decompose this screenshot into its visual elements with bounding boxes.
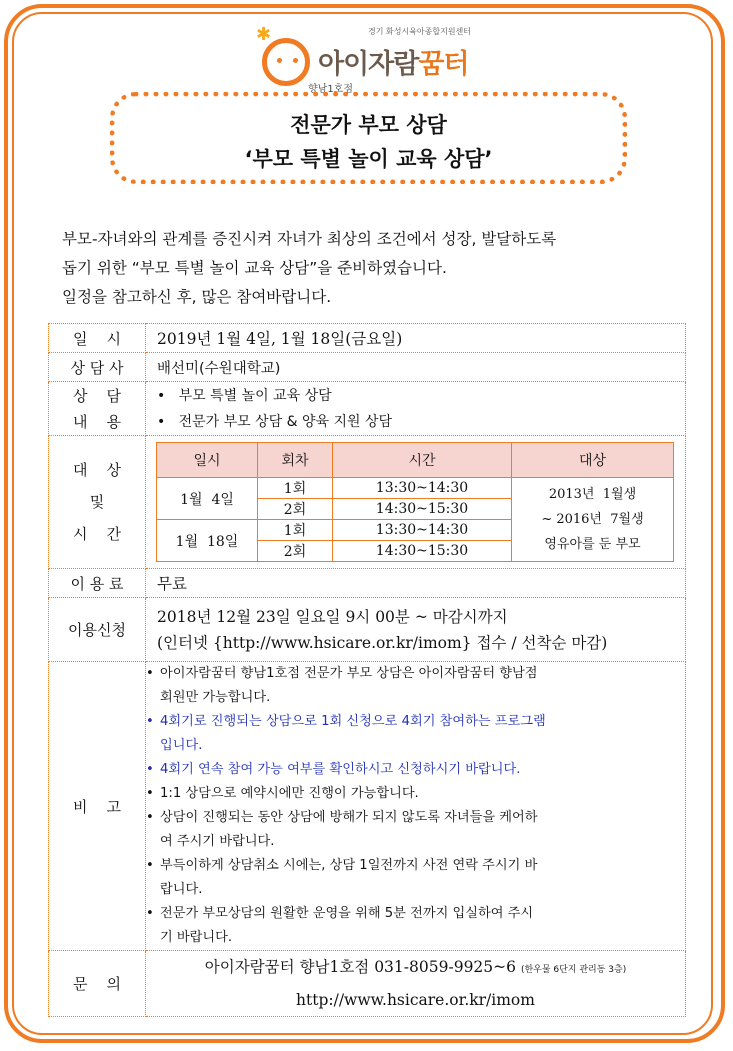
title-line-2: ‘부모 특별 놀이 교육 상담’ — [244, 147, 493, 171]
note-line: 부득이하게 상담취소 시에는, 상담 1일전까지 사전 연락 주시기 바 — [160, 858, 538, 873]
info-table — [48, 323, 686, 1017]
row-label: 상 담 내 용 — [49, 382, 146, 436]
header-cell: 회차 — [258, 443, 333, 478]
time-cell: 13:30~14:30 — [333, 478, 512, 499]
note-item — [146, 806, 685, 854]
note-line: 4회기 연속 참여 가능 여부를 확인하시고 신청하시기 바랍니다. — [160, 762, 521, 777]
note-item — [146, 710, 685, 758]
content-list — [146, 382, 686, 436]
bullet-icon: • — [146, 786, 154, 801]
row-label: 비 고 — [49, 662, 146, 951]
counselor-value: 배선미(수원대학교) — [146, 353, 686, 382]
apply-value — [146, 598, 686, 662]
row-contact — [49, 951, 686, 1017]
logo-wordmark: 아이자람꿈터 — [318, 49, 469, 80]
bullet-icon: • — [146, 858, 154, 873]
note-text — [160, 806, 538, 854]
bullet-icon: • — [146, 810, 154, 825]
round-cell: 1회 — [258, 520, 333, 541]
schedule-table — [156, 442, 674, 562]
row-label: 상 담 사 — [49, 353, 146, 382]
row-label: 대 상 및 시 간 — [49, 436, 146, 569]
apply-line-2: (인터넷 {http://www.hsicare.or.kr/imom} 접수 / 선착순 마감) — [157, 633, 608, 652]
date-value: 2019년 1월 4일, 1월 18일(금요일) — [146, 324, 686, 353]
contact-address: (한우물 6단지 관리동 3층) — [520, 965, 627, 975]
header-cell: 시간 — [333, 443, 512, 478]
note-line: 랍니다. — [160, 882, 203, 897]
date-cell: 1월 4일 — [157, 478, 258, 520]
row-counselor — [49, 353, 686, 382]
contact-line-1: 아이자람꿈터 향남1호점 031-8059-9925~6 (한우물 6단지 관리동 3층) — [204, 958, 627, 976]
note-item — [146, 902, 685, 950]
center-logo — [256, 24, 496, 94]
note-line: 4회기로 진행되는 상담으로 1회 신청으로 4회기 참여하는 프로그램 — [160, 714, 546, 729]
note-text — [160, 902, 533, 950]
note-item — [146, 782, 685, 806]
row-schedule — [49, 436, 686, 569]
row-label: 문 의 — [49, 951, 146, 1017]
note-line: 전문가 부모상담의 원활한 운영을 위해 5분 전까지 입실하여 주시 — [160, 906, 534, 921]
note-text — [160, 710, 546, 758]
contact-value — [146, 951, 686, 1017]
note-text — [160, 662, 538, 710]
schedule-header — [157, 443, 674, 478]
logo-branch: 향남1호점 — [308, 84, 354, 95]
star-icon: ✱ — [256, 24, 272, 45]
row-label: 이 용 료 — [49, 569, 146, 598]
notes-list — [146, 662, 686, 951]
contact-url: http://www.hsicare.or.kr/imom — [296, 991, 535, 1009]
row-label: 이용신청 — [49, 598, 146, 662]
row-notes — [49, 662, 686, 951]
note-line: 입니다. — [160, 738, 203, 753]
note-item — [146, 854, 685, 902]
round-cell: 1회 — [258, 478, 333, 499]
apply-line-1: 2018년 12월 23일 일요일 9시 00분 ~ 마감시까지 — [157, 607, 508, 626]
row-content — [49, 382, 686, 436]
title-box — [110, 92, 627, 184]
intro-line: 부모-자녀와의 관계를 증진시켜 자녀가 최상의 조건에서 성장, 발달하도록 — [62, 230, 557, 248]
bullet-icon: • — [146, 714, 154, 729]
note-line: 상담이 진행되는 동안 상담에 방해가 되지 않도록 자녀들을 케어하 — [160, 810, 538, 825]
list-item: • 전문가 부모 상담 & 양육 지원 상담 — [157, 413, 393, 430]
row-apply — [49, 598, 686, 662]
note-text — [160, 782, 419, 806]
note-line: 1:1 상담으로 예약시에만 진행이 가능합니다. — [160, 786, 419, 801]
logo-org-name: 경기 화성시육아종합지원센터 — [368, 27, 472, 36]
time-cell: 14:30~15:30 — [333, 499, 512, 520]
title-line-1: 전문가 부모 상담 — [290, 113, 447, 137]
note-line: 여 주시기 바랍니다. — [160, 834, 275, 849]
schedule-cell — [146, 436, 686, 569]
bullet-icon: • — [146, 666, 154, 681]
intro-line: 돕기 위한 “부모 특별 놀이 교육 상담”을 준비하였습니다. — [62, 259, 447, 277]
intro-line: 일정을 참고하신 후, 많은 참여바랍니다. — [62, 288, 332, 306]
note-line: 아이자람꿈터 향남1호점 전문가 부모 상담은 아이자람꿈터 향남점 — [160, 666, 538, 681]
time-cell: 13:30~14:30 — [333, 520, 512, 541]
header-cell: 대상 — [512, 443, 674, 478]
note-item — [146, 758, 685, 782]
row-fee — [49, 569, 686, 598]
note-line: 기 바랍니다. — [160, 930, 233, 945]
intro-paragraph — [62, 225, 702, 312]
time-cell: 14:30~15:30 — [333, 541, 512, 562]
bullet-icon: • — [146, 762, 154, 777]
round-cell: 2회 — [258, 541, 333, 562]
note-text — [160, 758, 520, 782]
date-cell: 1월 18일 — [157, 520, 258, 562]
bullet-icon: • — [146, 906, 154, 921]
round-cell: 2회 — [258, 499, 333, 520]
row-label: 일 시 — [49, 324, 146, 353]
list-item: • 부모 특별 놀이 교육 상담 — [157, 387, 332, 404]
note-text — [160, 854, 537, 902]
smiley-face-icon — [262, 38, 310, 86]
target-cell: 2013년 1월생 ~ 2016년 7월생 영유아를 둔 부모 — [512, 478, 674, 562]
row-date — [49, 324, 686, 353]
fee-value: 무료 — [146, 569, 686, 598]
header-cell: 일시 — [157, 443, 258, 478]
schedule-row — [157, 478, 674, 499]
note-line: 회원만 가능합니다. — [160, 690, 271, 705]
note-item — [146, 662, 685, 710]
